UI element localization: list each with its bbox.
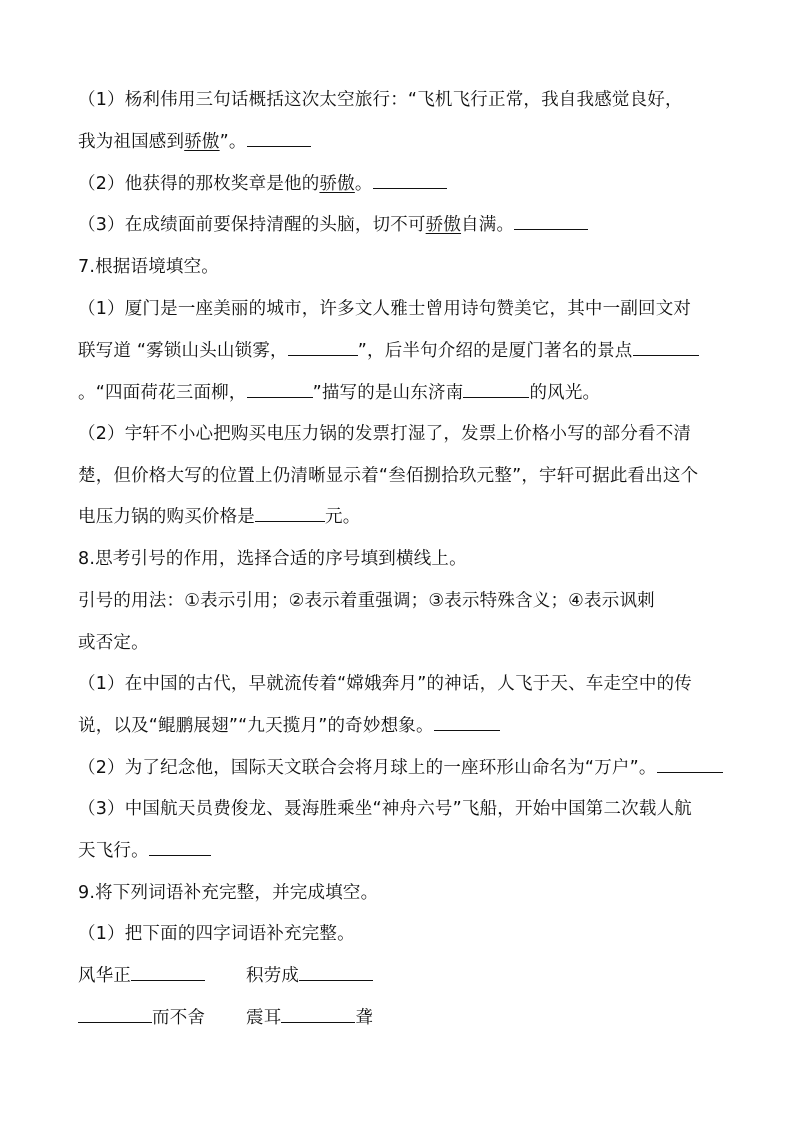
answer-blank[interactable] bbox=[373, 172, 447, 189]
answer-blank[interactable] bbox=[247, 381, 313, 398]
q7-item1-line2-a: 联写道 “雾锁山头山锁雾， bbox=[78, 341, 288, 361]
q8-item1-line2 bbox=[78, 714, 728, 738]
q9-title-text: 9.将下列词语补充完整，并完成填空。 bbox=[78, 883, 379, 903]
q9-word1-text: 风华正 bbox=[78, 966, 132, 986]
answer-blank[interactable] bbox=[657, 756, 723, 773]
q8-item1-line1 bbox=[78, 672, 728, 696]
q9-word2-text: 积劳成 bbox=[246, 966, 300, 986]
q8-item1-line1-text: （1）在中国的古代，早就流传着“嫦娥奔月”的神话，人飞于天、车走空中的传 bbox=[78, 674, 692, 694]
q7-item1-line1 bbox=[78, 297, 728, 321]
q9-sub1-text: （1）把下面的四字词语补充完整。 bbox=[78, 924, 355, 944]
q8-title bbox=[78, 547, 728, 571]
q7-item2-line3-a: 电压力锅的购买价格是 bbox=[78, 507, 255, 527]
q6-item2-post: 。 bbox=[354, 174, 373, 194]
q9-word4-post: 聋 bbox=[355, 1008, 374, 1028]
answer-blank[interactable] bbox=[247, 130, 311, 147]
q7-item1-line3 bbox=[78, 381, 728, 405]
q6-item1-line2-pre: 我为祖国感到 bbox=[78, 132, 185, 152]
q6-item1-line2-post: ”。 bbox=[219, 132, 247, 152]
q6-item1-line2 bbox=[78, 130, 728, 154]
q9-words-row1 bbox=[78, 964, 728, 988]
q6-item3-pre: （3）在成绩面前要保持清醒的头脑，切不可 bbox=[78, 215, 426, 235]
q9-words-row2 bbox=[78, 1006, 728, 1030]
q8-item1-line2-text: 说，以及“鲲鹏展翅”“九天揽月”的奇妙想象。 bbox=[78, 716, 434, 736]
q6-item2-underlined-word: 骄傲 bbox=[319, 174, 355, 194]
q6-item3 bbox=[78, 213, 728, 237]
q8-item3-line2 bbox=[78, 839, 728, 863]
q9-word2 bbox=[246, 964, 373, 988]
q6-item1-underlined-word: 骄傲 bbox=[184, 132, 220, 152]
q8-item2 bbox=[78, 756, 728, 780]
q7-item1-line1-text: （1）厦门是一座美丽的城市，许多文人雅士曾用诗句赞美它，其中一副回文对 bbox=[78, 299, 692, 319]
answer-blank[interactable] bbox=[255, 505, 325, 522]
q8-item3-line1 bbox=[78, 797, 728, 821]
q9-word1 bbox=[78, 964, 246, 988]
q7-item1-line3-c: 的风光。 bbox=[529, 383, 601, 403]
q9-title bbox=[78, 881, 728, 905]
q8-item2-text: （2）为了纪念他，国际天文联合会将月球上的一座环形山命名为“万户”。 bbox=[78, 758, 657, 778]
q8-usage-line1 bbox=[78, 589, 728, 613]
q7-item1-line3-a: 。“四面荷花三面柳， bbox=[78, 383, 247, 403]
q9-sub1 bbox=[78, 922, 728, 946]
q8-item3-line2-text: 天飞行。 bbox=[78, 841, 149, 861]
q9-word3-text: 而不舍 bbox=[152, 1008, 206, 1028]
answer-blank[interactable] bbox=[288, 339, 358, 356]
q6-item1-text: （1）杨利伟用三句话概括这次太空旅行：“飞机飞行正常，我自我感觉良好， bbox=[78, 90, 683, 110]
answer-blank[interactable] bbox=[463, 381, 529, 398]
answer-blank[interactable] bbox=[514, 213, 588, 230]
answer-blank[interactable] bbox=[149, 839, 211, 856]
q9-word3 bbox=[78, 1006, 246, 1030]
q9-word4-pre: 震耳 bbox=[246, 1008, 282, 1028]
answer-blank[interactable] bbox=[299, 964, 373, 981]
q9-word4 bbox=[246, 1006, 373, 1030]
q8-usage-line1-text: 引号的用法：①表示引用；②表示着重强调；③表示特殊含义；④表示讽刺 bbox=[78, 591, 655, 611]
q7-item2-line3-b: 元。 bbox=[325, 507, 361, 527]
q7-title bbox=[78, 255, 728, 279]
answer-blank[interactable] bbox=[434, 714, 500, 731]
q7-item2-line3 bbox=[78, 505, 728, 529]
q8-title-text: 8.思考引号的作用，选择合适的序号填到横线上。 bbox=[78, 549, 467, 569]
q6-item1-line1 bbox=[78, 88, 728, 112]
answer-blank[interactable] bbox=[78, 1006, 152, 1023]
q7-item2-line2 bbox=[78, 464, 728, 488]
q7-item2-line2-text: 楚，但价格大写的位置上仍清晰显示着“叁佰捌拾玖元整”，宇轩可据此看出这个 bbox=[78, 466, 699, 486]
answer-blank[interactable] bbox=[633, 339, 699, 356]
q6-item3-post: 自满。 bbox=[461, 215, 515, 235]
answer-blank[interactable] bbox=[281, 1006, 355, 1023]
q7-item1-line2 bbox=[78, 339, 728, 363]
q7-title-text: 7.根据语境填空。 bbox=[78, 257, 219, 277]
q6-item3-underlined-word: 骄傲 bbox=[425, 215, 462, 235]
answer-blank[interactable] bbox=[131, 964, 205, 981]
q7-item2-line1 bbox=[78, 422, 728, 446]
q8-usage-line2-text: 或否定。 bbox=[78, 633, 149, 653]
q6-item2-pre: （2）他获得的那枚奖章是他的 bbox=[78, 174, 320, 194]
q7-item1-line3-b: ”描写的是山东济南 bbox=[312, 383, 464, 403]
q8-usage-line2 bbox=[78, 631, 728, 655]
q6-item2 bbox=[78, 172, 728, 196]
q7-item2-line1-text: （2）宇轩不小心把购买电压力锅的发票打湿了，发票上价格小写的部分看不清 bbox=[78, 424, 692, 444]
q7-item1-line2-b: ”，后半句介绍的是厦门著名的景点 bbox=[357, 341, 633, 361]
q8-item3-line1-text: （3）中国航天员费俊龙、聂海胜乘坐“神舟六号”飞船，开始中国第二次载人航 bbox=[78, 799, 692, 819]
